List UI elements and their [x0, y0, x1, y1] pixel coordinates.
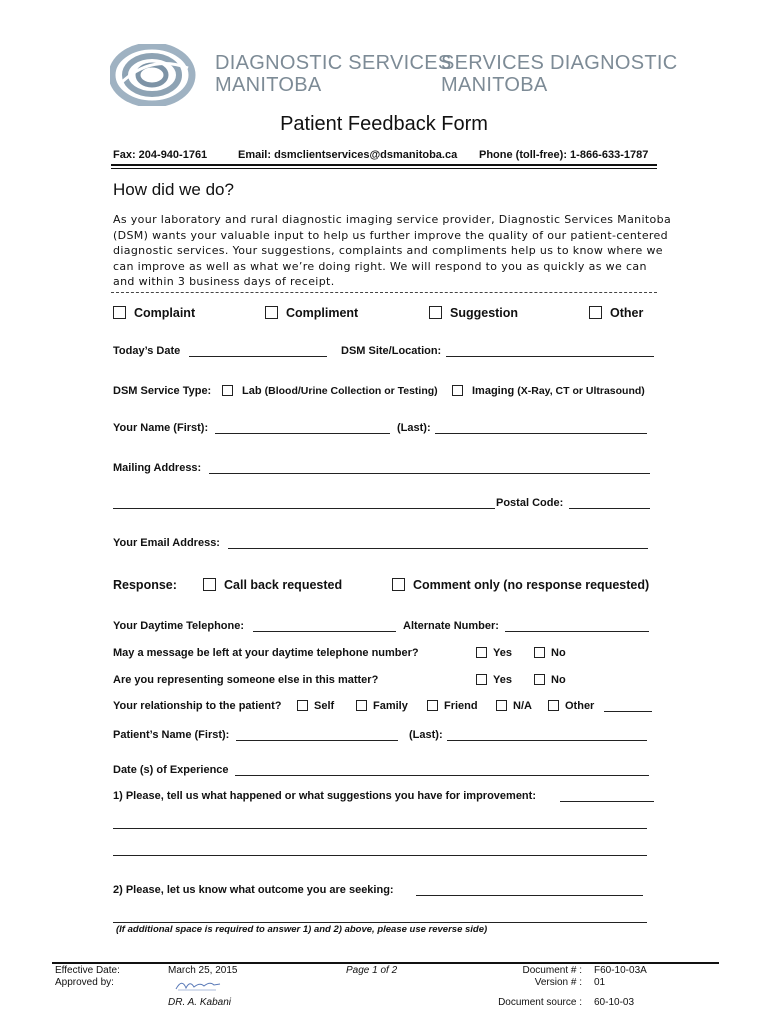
document-source-label: Document source :: [498, 997, 582, 1008]
checkbox-label: Suggestion: [450, 306, 519, 320]
org-name-fr-line1: SERVICES DIAGNOSTIC: [441, 52, 678, 74]
message-question: May a message be left at your daytime telephone number?: [113, 647, 419, 659]
postal-field[interactable]: [569, 496, 650, 509]
checkbox-suggestion[interactable]: [429, 306, 518, 320]
intro-line: diagnostic services. Your suggestions, complaints and compliments help us to know where we: [113, 244, 663, 257]
q1-field-2[interactable]: [113, 816, 647, 829]
divider-thick: [111, 164, 657, 166]
service-type-label: DSM Service Type:: [113, 385, 212, 397]
name-last-label: (Last):: [397, 422, 431, 434]
patient-first-label: Patient’s Name (First):: [113, 729, 230, 741]
checkbox-imaging[interactable]: [452, 385, 645, 397]
rel-self-label: Self: [314, 700, 335, 712]
comment-only-label: Comment only (no response requested): [413, 578, 650, 592]
checkbox-box[interactable]: [392, 578, 405, 591]
intro-paragraph: [113, 212, 673, 290]
checkbox-box[interactable]: [113, 306, 126, 319]
patient-first-field[interactable]: [236, 728, 398, 741]
representing-question: Are you representing someone else in this matter?: [113, 674, 379, 686]
question-1: 1) Please, tell us what happened or what suggestions you have for improvement:: [113, 790, 536, 802]
patient-last-field[interactable]: [447, 728, 647, 741]
checkbox-other[interactable]: [589, 306, 643, 320]
q2-field-2[interactable]: [113, 910, 647, 923]
checkbox-compliment[interactable]: [265, 306, 358, 320]
reverse-side-note: (If additional space is required to answer 1) and 2) above, please use reverse side): [116, 924, 488, 935]
dsm-logo: [110, 44, 196, 106]
checkbox-label: Compliment: [286, 306, 359, 320]
checkbox-box[interactable]: [356, 700, 367, 711]
q1-field-1[interactable]: [560, 789, 654, 802]
checkbox-message-no[interactable]: [534, 647, 566, 659]
rel-other-label: Other: [565, 700, 595, 712]
lab-label: Lab: [242, 385, 262, 397]
section-heading: How did we do?: [113, 180, 234, 199]
rel-friend-label: Friend: [444, 700, 478, 712]
question-2: 2) Please, let us know what outcome you are seeking:: [113, 884, 394, 896]
postal-label: Postal Code:: [496, 497, 564, 509]
site-label: DSM Site/Location:: [341, 345, 442, 357]
rel-family-label: Family: [373, 700, 408, 712]
rel-na-label: N/A: [513, 700, 532, 712]
todays-date-label: Today’s Date: [113, 345, 181, 357]
document-number-label: Document # :: [522, 965, 582, 976]
daytime-phone-field[interactable]: [253, 619, 396, 632]
checkbox-box[interactable]: [222, 385, 233, 396]
imaging-label: Imaging: [472, 385, 515, 397]
checkbox-comment-only[interactable]: [392, 578, 649, 592]
page-title: Patient Feedback Form: [280, 113, 488, 135]
checkbox-lab[interactable]: [222, 385, 438, 397]
mailing-field[interactable]: [209, 461, 650, 474]
phone-text: Phone (toll-free): 1-866-633-1787: [479, 149, 649, 161]
alt-number-field[interactable]: [505, 619, 649, 632]
dsm-logo-icon: [110, 44, 196, 106]
yes-label: Yes: [493, 674, 512, 686]
name-first-label: Your Name (First):: [113, 422, 209, 434]
email-label: Your Email Address:: [113, 537, 220, 549]
checkbox-rel-na[interactable]: [496, 700, 532, 712]
checkbox-box[interactable]: [427, 700, 438, 711]
approved-by-label: Approved by:: [55, 977, 114, 988]
checkbox-complaint[interactable]: [113, 306, 195, 320]
checkbox-call-back[interactable]: [203, 578, 342, 592]
page-number: Page 1 of 2: [346, 965, 398, 976]
checkbox-rel-self[interactable]: [297, 700, 334, 712]
checkbox-representing-no[interactable]: [534, 674, 566, 686]
alt-number-label: Alternate Number:: [403, 620, 499, 632]
call-back-label: Call back requested: [224, 578, 343, 592]
intro-line: and within 3 business days of receipt.: [113, 275, 335, 288]
checkbox-box[interactable]: [429, 306, 442, 319]
name-last-field[interactable]: [435, 421, 647, 434]
relationship-question: Your relationship to the patient?: [113, 700, 282, 712]
daytime-phone-label: Your Daytime Telephone:: [113, 620, 245, 632]
checkbox-box[interactable]: [476, 647, 487, 658]
checkbox-box[interactable]: [476, 674, 487, 685]
no-label: No: [551, 674, 566, 686]
date-experience-field[interactable]: [235, 763, 649, 776]
checkbox-box[interactable]: [534, 647, 545, 658]
checkbox-label: Complaint: [134, 306, 196, 320]
footer-divider: [52, 962, 719, 964]
checkbox-rel-family[interactable]: [356, 700, 408, 712]
mailing-label: Mailing Address:: [113, 462, 202, 474]
lab-note: (Blood/Urine Collection or Testing): [264, 385, 438, 397]
intro-line: (DSM) wants your valuable input to help us further improve the quality of our patient-centered: [113, 228, 669, 242]
imaging-note: (X-Ray, CT or Ultrasound): [517, 385, 645, 397]
org-name-fr: [441, 52, 678, 96]
checkbox-rel-other[interactable]: [548, 700, 594, 712]
document-source-value: 60-10-03: [594, 997, 635, 1008]
q1-field-3[interactable]: [113, 843, 647, 856]
checkbox-box[interactable]: [203, 578, 216, 591]
org-name-en: [215, 52, 452, 96]
email-text: Email: dsmclientservices@dsmanitoba.ca: [238, 149, 458, 161]
yes-label: Yes: [493, 647, 512, 659]
version-label: Version # :: [534, 977, 582, 988]
version-value: 01: [594, 977, 606, 988]
checkbox-label: Other: [610, 306, 644, 320]
checkbox-box[interactable]: [297, 700, 308, 711]
intro-line: As your laboratory and rural diagnostic imaging service provider, Diagnostic Services Manitoba: [113, 213, 672, 226]
approver-name: DR. A. Kabani: [168, 997, 231, 1008]
checkbox-box[interactable]: [589, 306, 602, 319]
patient-last-label: (Last):: [409, 729, 443, 741]
checkbox-box[interactable]: [534, 674, 545, 685]
document-number-value: F60-10-03A: [594, 965, 647, 976]
dashed-divider: [111, 292, 657, 293]
checkbox-box[interactable]: [265, 306, 278, 319]
effective-date-label: Effective Date:: [55, 965, 120, 976]
checkbox-message-yes[interactable]: [476, 647, 512, 659]
q2-field-1[interactable]: [416, 883, 643, 896]
rel-other-field[interactable]: [604, 699, 652, 712]
date-experience-label: Date (s) of Experience: [113, 764, 229, 776]
no-label: No: [551, 647, 566, 659]
checkbox-representing-yes[interactable]: [476, 674, 512, 686]
divider-thin: [111, 168, 657, 169]
signature: [174, 976, 222, 997]
mailing-field-2[interactable]: [113, 496, 495, 509]
org-name-fr-line2: MANITOBA: [441, 74, 548, 96]
checkbox-box[interactable]: [548, 700, 559, 711]
effective-date-value: March 25, 2015: [168, 965, 238, 976]
checkbox-rel-friend[interactable]: [427, 700, 478, 712]
email-field[interactable]: [228, 536, 648, 549]
org-name-en-line2: MANITOBA: [215, 74, 322, 96]
todays-date-field[interactable]: [189, 344, 327, 357]
checkbox-box[interactable]: [496, 700, 507, 711]
org-name-en-line1: DIAGNOSTIC SERVICES: [215, 52, 452, 74]
site-field[interactable]: [446, 344, 654, 357]
checkbox-box[interactable]: [452, 385, 463, 396]
intro-line: can improve as well as what we’re doing right. We will respond to you as quickly as we can: [113, 259, 647, 273]
response-label: Response:: [113, 578, 177, 592]
fax-text: Fax: 204-940-1761: [113, 149, 208, 161]
name-first-field[interactable]: [215, 421, 390, 434]
